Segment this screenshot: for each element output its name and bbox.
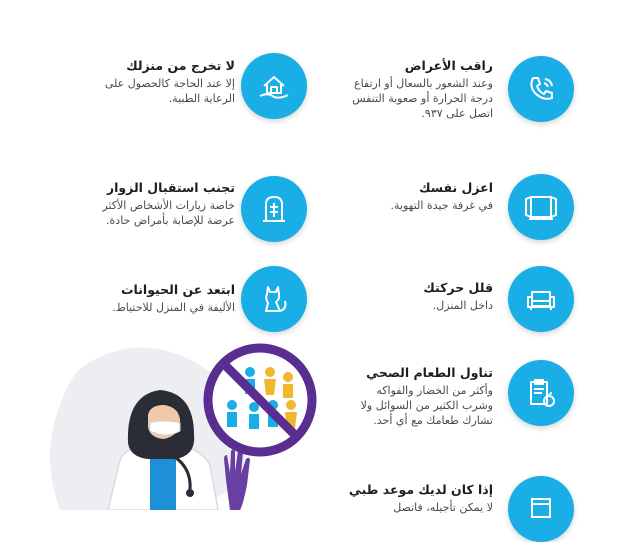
clipboard-apple-icon (508, 360, 574, 426)
tip-healthy-food (345, 365, 493, 428)
tip-avoid-visitors (85, 180, 235, 228)
tip-isolate (345, 180, 493, 213)
tip-body: الأليفة في المنزل للاحتياط. (112, 301, 235, 314)
tip-title: قلل حركتك (423, 280, 493, 295)
tip-title: ابتعد عن الحيوانات (120, 282, 235, 297)
medical-appointment-icon (508, 476, 574, 542)
tip-body: في غرفة جيدة التهوية. (390, 199, 493, 212)
tip-medical-appointment (345, 482, 493, 515)
tip-avoid-pets (70, 282, 235, 315)
home-hand-icon (241, 53, 307, 119)
tip-stay-home (85, 58, 235, 106)
tip-body: إلا عند الحاجة كالحصول على الرعاية الطبية. (104, 77, 235, 105)
cat-icon (241, 266, 307, 332)
header-decoration (260, 0, 380, 6)
tip-title: تناول الطعام الصحي (366, 365, 493, 380)
sofa-icon (508, 266, 574, 332)
tip-monitor-symptoms (345, 58, 493, 121)
tip-body: وأكثر من الخضار والفواكه وشرب الكثير من السوائل ولا تشارك طعامك مع أي أحد. (360, 384, 493, 427)
tip-title: تجنب استقبال الزوار (106, 180, 235, 195)
health-worker-illustration (0, 335, 340, 510)
tip-title: اعزل نفسك (419, 180, 493, 195)
door-icon (241, 176, 307, 242)
phone-icon (508, 56, 574, 122)
tip-title: لا تخرج من منزلك (126, 58, 235, 73)
window-icon (508, 174, 574, 240)
tip-title: إذا كان لديك موعد طبي (348, 482, 493, 497)
tip-body: داخل المنزل. (432, 299, 493, 312)
tip-body: وعند الشعور بالسعال أو ارتفاع درجة الحرارة أو صعوبة التنفس اتصل على ٩٣٧. (352, 77, 493, 120)
tip-title: راقب الأعراض (404, 58, 493, 73)
tip-reduce-movement (345, 280, 493, 313)
tip-body: لا يمكن تأجيله، فاتصل (393, 501, 493, 514)
tip-body: خاصة زيارات الأشخاص الأكثر عرضة للإصابة بأمراض حادة. (102, 199, 235, 227)
